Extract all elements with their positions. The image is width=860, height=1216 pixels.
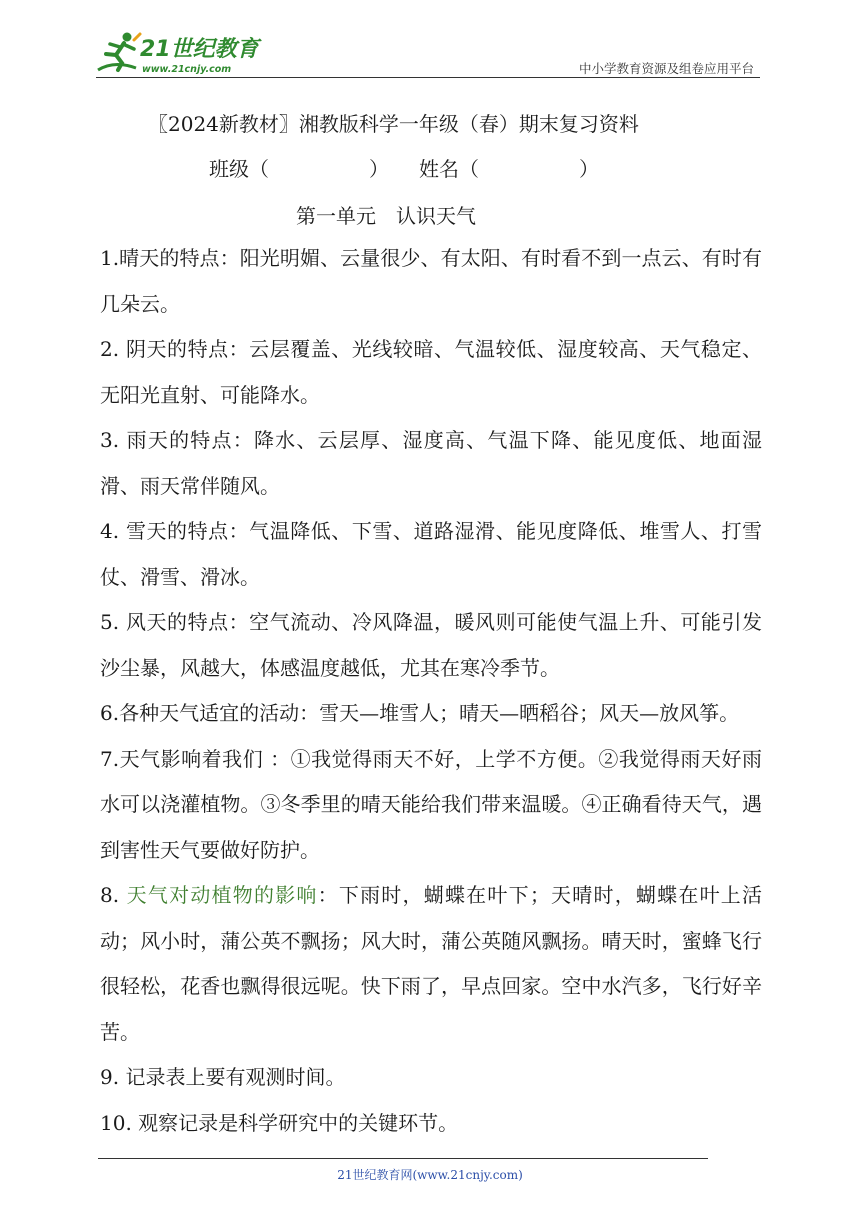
list-item: 6.各种天气适宜的活动：雪天—堆雪人；晴天—晒稻谷；风天—放风筝。 xyxy=(100,701,740,725)
document-title: 〖2024新教材〗湘教版科学一年级（春）期末复习资料 xyxy=(148,112,639,136)
platform-tagline: 中小学教育资源及组卷应用平台 xyxy=(578,61,754,76)
list-item: 5. 风天的特点：空气流动、冷风降温，暖风则可能使气温上升、可能引发沙尘暴，风越大，体感温度越低，尤其在寒冷季节。 xyxy=(100,610,762,680)
item-number: 8. xyxy=(100,883,127,907)
list-item: 10. 观察记录是科学研究中的关键环节。 xyxy=(100,1110,459,1135)
list-item: 3. 雨天的特点：降水、云层厚、湿度高、气温下降、能见度低、地面湿滑、雨天常伴随风。 xyxy=(100,428,762,498)
list-item: 2. 阴天的特点：云层覆盖、光线较暗、气温较低、湿度较高、天气稳定、无阳光直射、可能降水。 xyxy=(100,337,762,407)
site-logo[interactable] xyxy=(96,34,266,78)
list-item: 1.晴天的特点：阳光明媚、云量很少、有太阳、有时看不到一点云、有时有几朵云。 xyxy=(100,246,762,316)
list-item: 9. 记录表上要有观测时间。 xyxy=(100,1065,346,1089)
unit-heading: 第一单元 认识天气 xyxy=(296,204,476,228)
header-divider xyxy=(96,77,760,78)
logo-url: www.21cnjy.com xyxy=(142,64,232,75)
item-text: ：下雨时，蝴蝶在叶下；天晴时，蝴蝶在叶上活动；风小时，蒲公英不飘扬；风大时，蒲公英随风飘扬。晴天时，蜜蜂飞行很轻松，花香也飘得很远呢。快下雨了，早点回家。空中水汽多，飞行好辛苦。 xyxy=(100,883,763,1044)
list-item xyxy=(100,873,762,1055)
list-item: 4. 雪天的特点：气温降低、下雪、道路湿滑、能见度降低、堆雪人、打雪仗、滑雪、滑冰。 xyxy=(100,519,762,589)
class-field: 班级（ ） xyxy=(209,157,379,181)
footer-link[interactable]: 21世纪教育网(www.21cnjy.com) xyxy=(337,1168,523,1182)
logo-text: 21世纪教育 xyxy=(140,37,259,62)
page-header xyxy=(0,0,860,80)
name-field: 姓名（ ） xyxy=(419,157,599,181)
list-item: 7.天气影响着我们 ：①我觉得雨天不好，上学不方便。②我觉得雨天好雨水可以浇灌植物。③冬季里的晴天能给我们带来温暖。④正确看待天气，遇到害性天气要做好防护。 xyxy=(100,746,762,862)
review-content xyxy=(100,236,762,1146)
footer-divider xyxy=(98,1158,708,1159)
runner-logo-icon xyxy=(96,30,144,76)
student-info-row xyxy=(209,153,599,182)
highlighted-topic: 天气对动植物的影响 xyxy=(126,883,318,907)
